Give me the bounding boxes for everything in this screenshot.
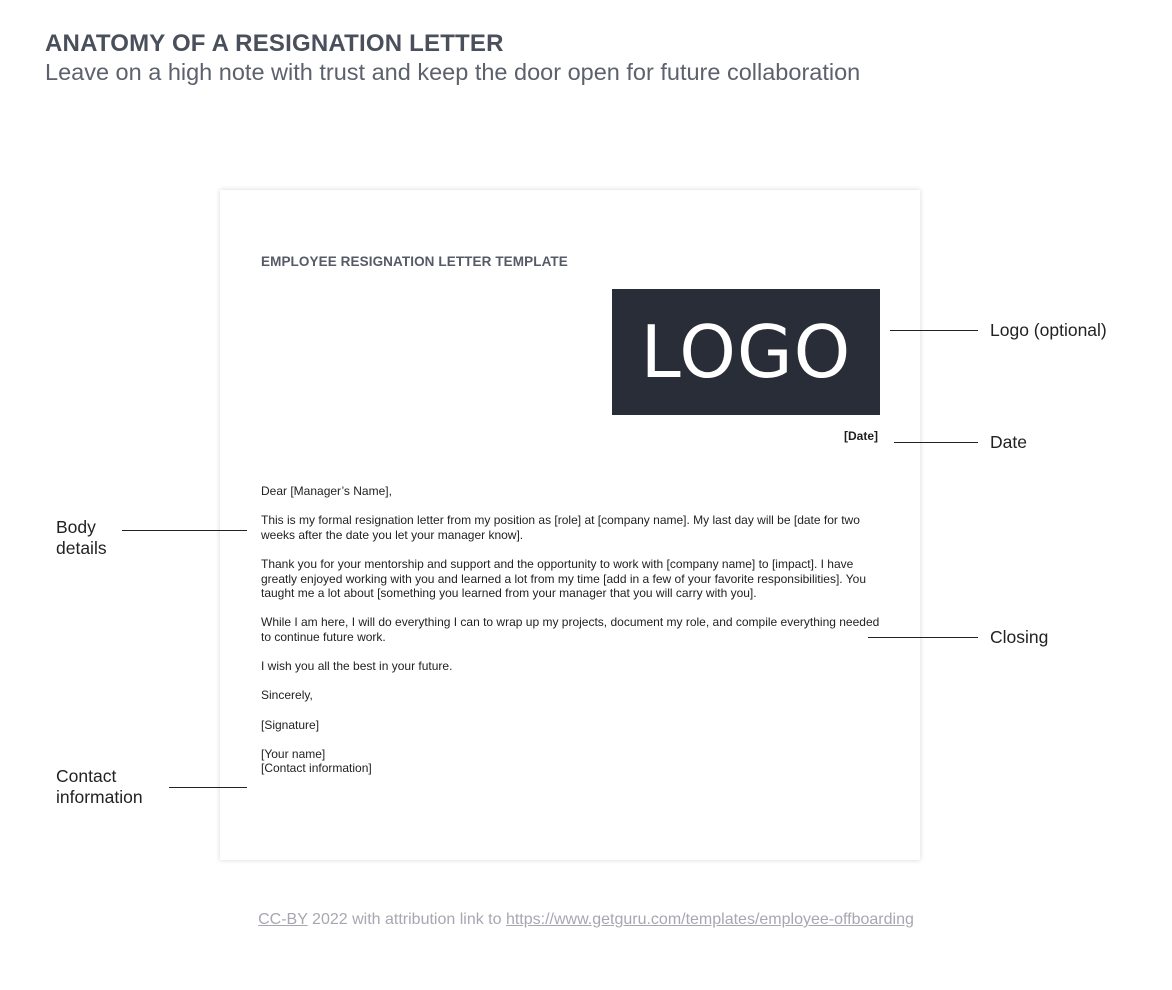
license-link[interactable]: CC-BY xyxy=(258,911,308,928)
closing-callout-label: Closing xyxy=(990,627,1049,647)
body-callout-label-line2: details xyxy=(56,538,107,558)
page-subtitle: Leave on a high note with trust and keep the door open for future collaboration xyxy=(45,59,861,85)
body-callout-label-line1: Body xyxy=(56,517,96,537)
logo-callout-line xyxy=(890,330,978,331)
letter-template-heading: EMPLOYEE RESIGNATION LETTER TEMPLATE xyxy=(261,254,568,269)
letter-closing: Sincerely, xyxy=(261,688,313,703)
letter-contact-info: [Contact information] xyxy=(261,761,372,776)
page-title: ANATOMY OF A RESIGNATION LETTER xyxy=(45,30,504,57)
contact-callout-label-line2: information xyxy=(56,787,143,807)
logo-text: LOGO xyxy=(640,310,852,394)
footer-attribution xyxy=(0,911,1172,929)
letter-paragraph: Thank you for your mentorship and support and the opportunity to work with [company name] to [impact]. I have greatly enjoyed working with you and learned a lot from my time [add in a few of your favorite responsibilities]. You taught me a lot about [something you learned from your manager that you will carry with you]. xyxy=(261,556,866,601)
letter-body xyxy=(261,484,881,776)
logo-placeholder xyxy=(612,289,880,415)
letter-paragraph: This is my formal resignation letter from my position as [role] at [company name]. My last day will be [date for two weeks after the date you let your manager know]. xyxy=(261,513,860,542)
logo-callout-label: Logo (optional) xyxy=(990,320,1107,340)
body-callout-label xyxy=(56,517,107,559)
body-callout-line xyxy=(122,530,247,531)
contact-callout-label-line1: Contact xyxy=(56,766,117,786)
contact-callout-label xyxy=(56,766,143,808)
letter-salutation: Dear [Manager’s Name], xyxy=(261,484,392,498)
letter-template-sheet xyxy=(220,190,920,860)
date-callout-line xyxy=(894,442,978,443)
contact-callout-line xyxy=(169,787,247,788)
letter-paragraph: While I am here, I will do everything I can to wrap up my projects, document my role, and compile everything needed to continue future work. xyxy=(261,615,880,644)
date-callout-label: Date xyxy=(990,432,1027,452)
letter-paragraph: I wish you all the best in your future. xyxy=(261,659,453,674)
footer-text: 2022 with attribution link to xyxy=(307,911,506,928)
letter-your-name: [Your name] xyxy=(261,746,326,761)
closing-callout-line xyxy=(868,637,978,638)
template-url-link[interactable]: https://www.getguru.com/templates/employee-offboarding xyxy=(505,911,914,928)
letter-signature: [Signature] xyxy=(261,717,320,732)
letter-date: [Date] xyxy=(843,429,878,443)
